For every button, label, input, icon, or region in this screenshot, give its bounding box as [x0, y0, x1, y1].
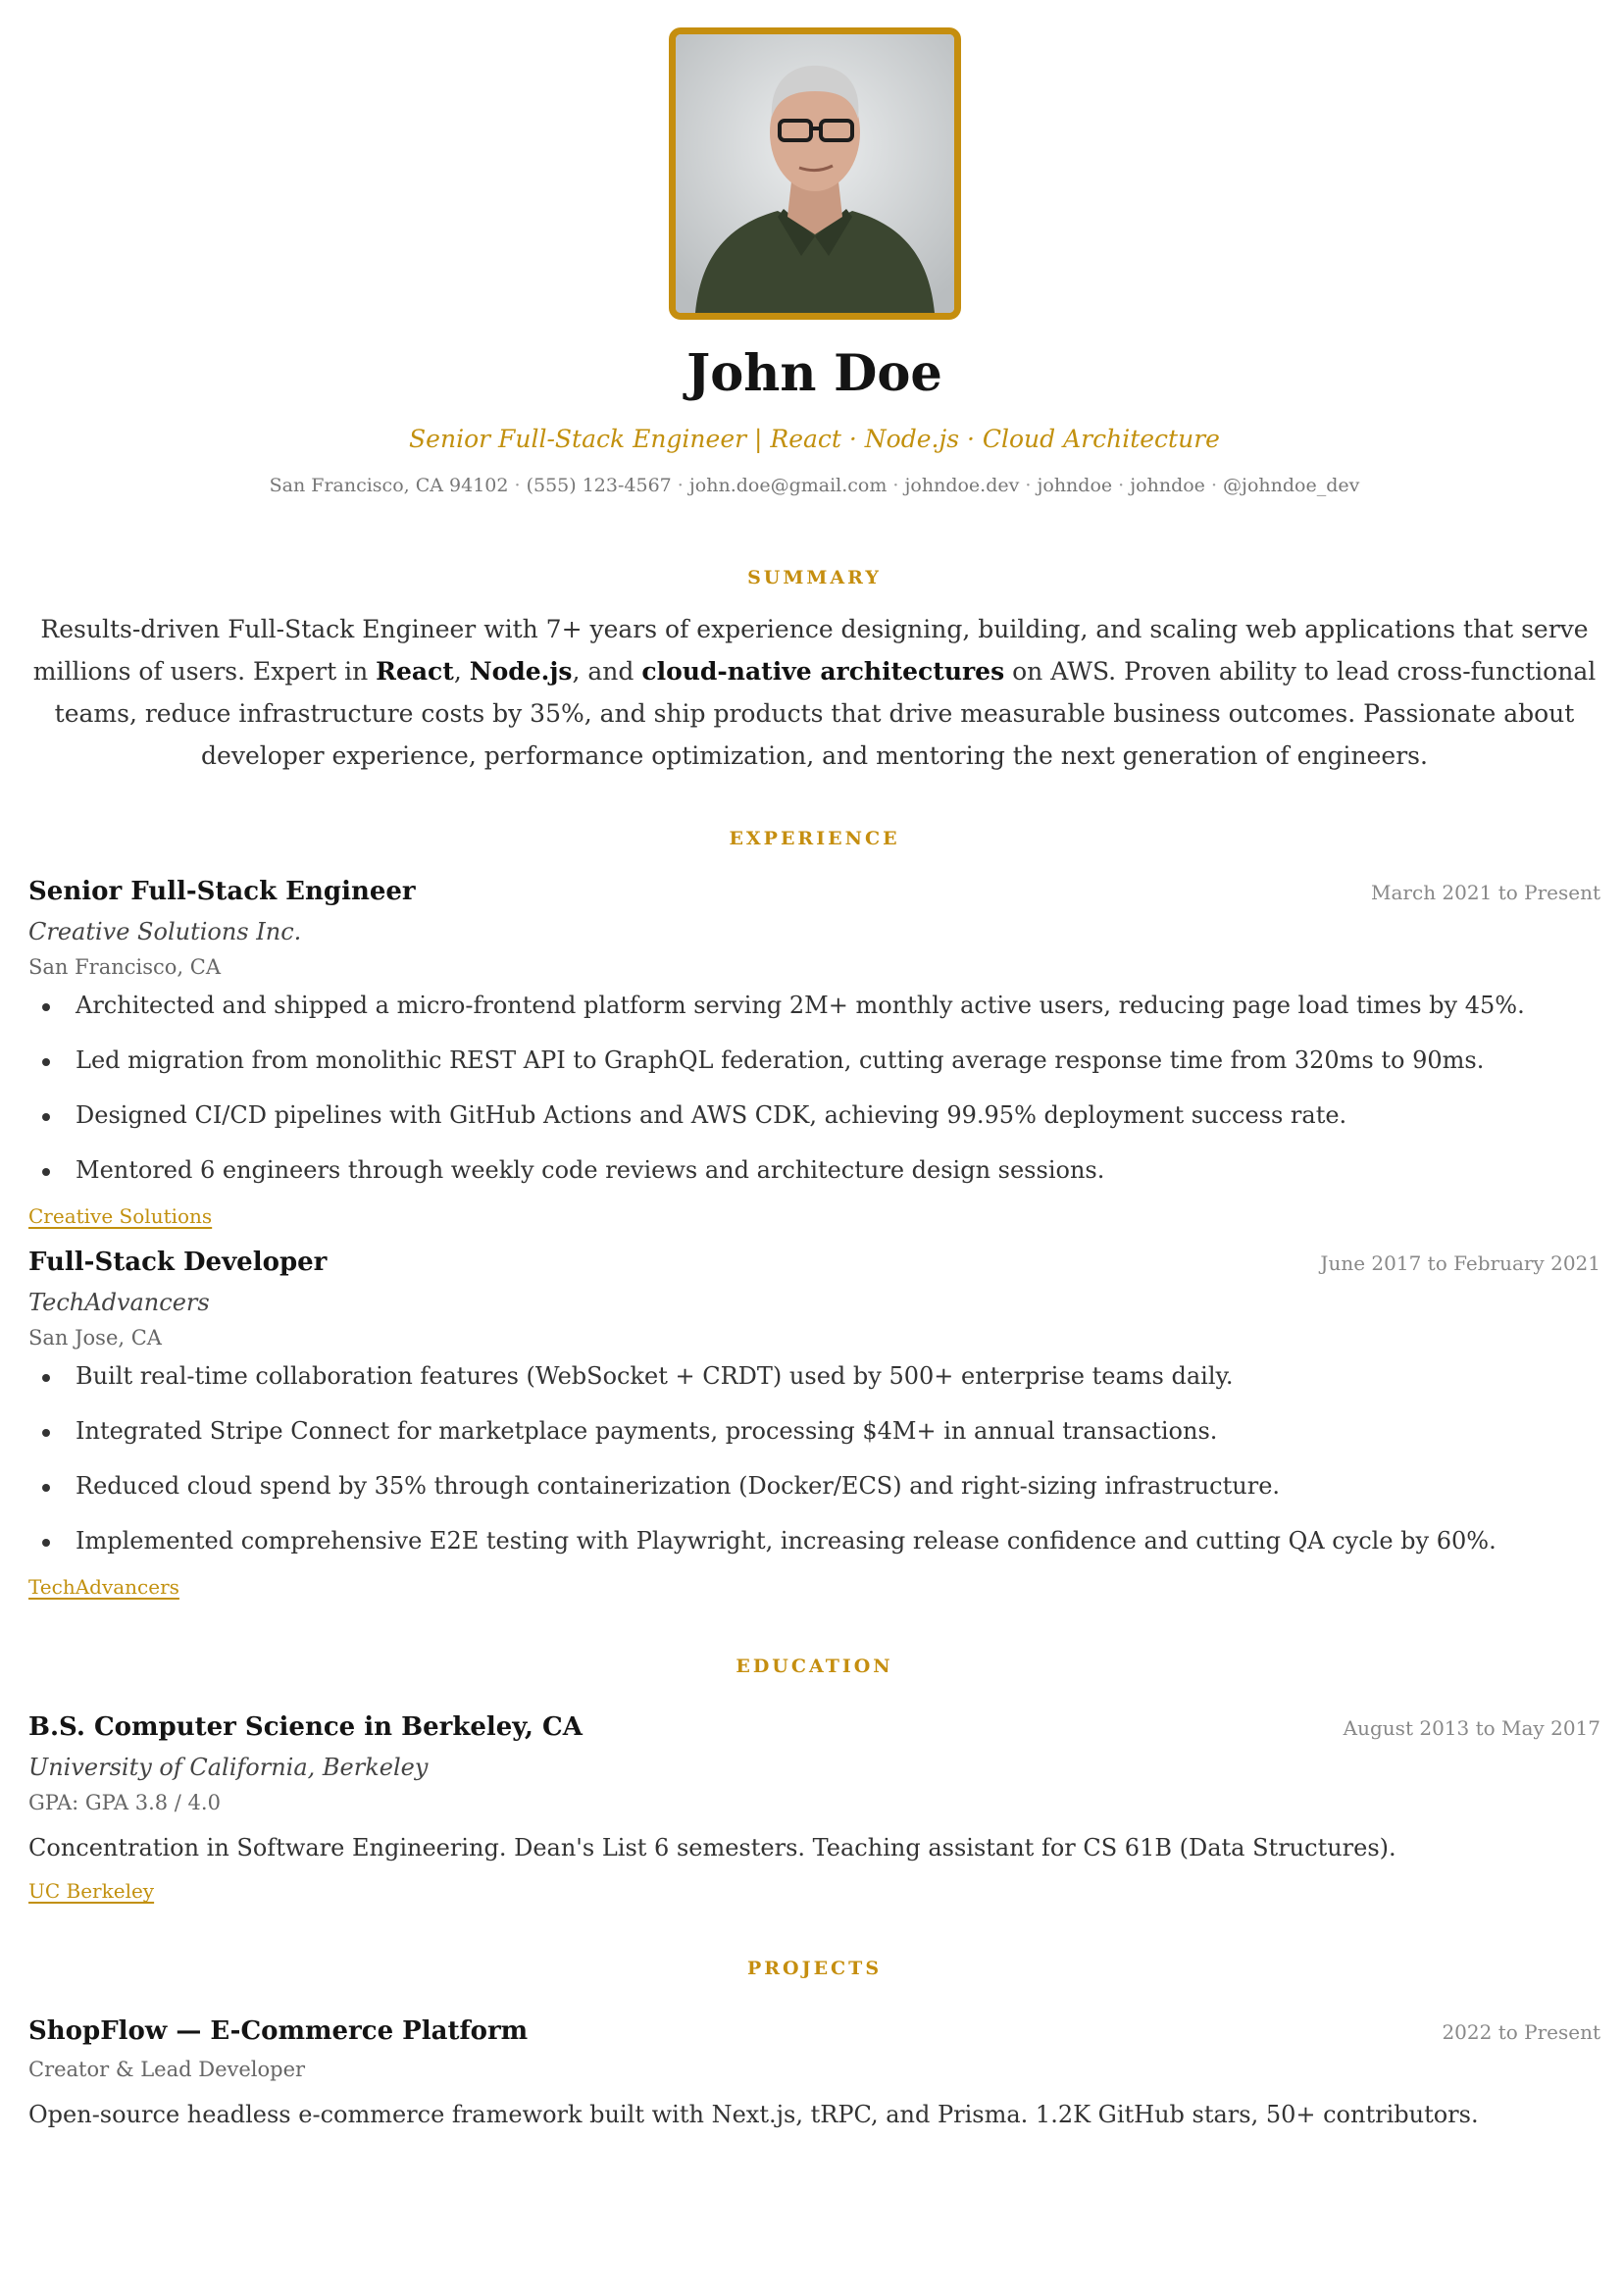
profile-photo-icon	[676, 34, 954, 313]
education-section-title: EDUCATION	[736, 1656, 893, 1678]
school-link[interactable]: UC Berkeley	[28, 1879, 155, 1904]
education-date: August 2013 to May 2017	[1343, 1716, 1600, 1741]
summary-section-title: SUMMARY	[747, 567, 882, 589]
job-title: Full-Stack Developer	[28, 1248, 328, 1278]
contact-twitter[interactable]: @johndoe_dev	[1223, 475, 1360, 497]
contact-github[interactable]: johndoe	[1037, 475, 1113, 497]
experience-section-title: EXPERIENCE	[729, 828, 900, 850]
profile-photo-wrapper	[28, 27, 1600, 320]
experience-entry	[28, 1248, 1600, 1599]
project-entry	[28, 2016, 1600, 2128]
list-item: Integrated Stripe Connect for marketplace payments, processing $4M+ in annual transactions.	[28, 1414, 1600, 1449]
contact-linkedin[interactable]: johndoe	[1130, 475, 1205, 497]
job-location: San Jose, CA	[28, 1326, 162, 1351]
company-link[interactable]: Creative Solutions	[28, 1204, 213, 1229]
education-entry	[28, 1712, 1600, 1903]
list-item: Led migration from monolithic REST API to GraphQL federation, cutting average response time from 320ms to 90ms.	[28, 1044, 1600, 1078]
education-gpa: GPA: GPA 3.8 / 4.0	[28, 1791, 221, 1815]
contact-phone: (555) 123-4567	[526, 475, 672, 497]
project-role: Creator & Lead Developer	[28, 2058, 306, 2082]
list-item: Implemented comprehensive E2E testing with Playwright, increasing release confidence and cutting QA cycle by 60%.	[28, 1524, 1600, 1558]
entry-header	[28, 877, 1600, 906]
project-date: 2022 to Present	[1442, 2020, 1600, 2045]
education-description: Concentration in Software Engineering. Dean's List 6 semesters. Teaching assistant for CS 61B (Data Structures).	[28, 1834, 1396, 1862]
summary-bold-cloud: cloud-native architectures	[641, 657, 1005, 687]
summary-bold-react: React	[376, 657, 454, 687]
summary-text	[28, 608, 1600, 777]
candidate-name: John Doe	[686, 344, 942, 403]
projects-section-title: PROJECTS	[746, 1958, 883, 1980]
contact-website[interactable]: johndoe.dev	[904, 475, 1020, 497]
entry-header	[28, 1712, 1600, 1742]
project-title: ShopFlow — E-Commerce Platform	[28, 2016, 529, 2047]
company-name: TechAdvancers	[28, 1289, 210, 1317]
summary-text-part: ,	[453, 657, 470, 687]
list-item: Mentored 6 engineers through weekly code reviews and architecture design sessions.	[28, 1153, 1600, 1188]
contact-separator: ·	[887, 475, 905, 497]
entry-header	[28, 1248, 1600, 1277]
summary-text-part: Results-driven Full-Stack Engineer with 7+ years of experience designing, building, and scaling web applications that serve millions of users. Expert in	[32, 615, 1589, 687]
project-description: Open-source headless e-commerce framework built with Next.js, tRPC, and Prisma. 1.2K GitHub stars, 50+ contributors.	[28, 2101, 1479, 2129]
contact-line	[28, 475, 1600, 496]
entry-header	[28, 2016, 1600, 2046]
contact-separator: ·	[1112, 475, 1131, 497]
company-name: Creative Solutions Inc.	[28, 918, 302, 946]
job-title: Senior Full-Stack Engineer	[28, 877, 416, 907]
job-location: San Francisco, CA	[28, 955, 222, 980]
school-name: University of California, Berkeley	[28, 1754, 429, 1782]
job-date: March 2021 to Present	[1371, 881, 1600, 905]
company-link[interactable]: TechAdvancers	[28, 1575, 179, 1600]
summary-text-part: on AWS. Proven ability to lead cross-functional teams, reduce infrastructure costs by 35%, and ship products that drive measurable business outcomes. Passionate about developer experience, performance optimization, and mentoring the next generation of engineers.	[54, 657, 1597, 771]
degree-title: B.S. Computer Science in Berkeley, CA	[28, 1712, 583, 1743]
summary-bold-nodejs: Node.js	[469, 657, 573, 687]
contact-address: San Francisco, CA 94102	[269, 475, 509, 497]
list-item: Reduced cloud spend by 35% through containerization (Docker/ECS) and right-sizing infrastructure.	[28, 1469, 1600, 1504]
job-bullets	[28, 989, 1600, 1188]
list-item: Designed CI/CD pipelines with GitHub Actions and AWS CDK, achieving 99.95% deployment success rate.	[28, 1098, 1600, 1133]
contact-email[interactable]: john.doe@gmail.com	[688, 475, 888, 497]
contact-separator: ·	[1204, 475, 1224, 497]
contact-separator: ·	[1019, 475, 1038, 497]
list-item: Architected and shipped a micro-frontend platform serving 2M+ monthly active users, reducing page load times by 45%.	[28, 989, 1600, 1023]
job-bullets	[28, 1359, 1600, 1558]
candidate-headline: Senior Full-Stack Engineer | React · Node.js · Cloud Architecture	[409, 425, 1220, 454]
list-item: Built real-time collaboration features (WebSocket + CRDT) used by 500+ enterprise teams daily.	[28, 1359, 1600, 1394]
job-date: June 2017 to February 2021	[1320, 1251, 1600, 1276]
experience-entry	[28, 877, 1600, 1228]
profile-photo	[669, 27, 961, 320]
summary-text-part: , and	[572, 657, 642, 687]
contact-separator: ·	[671, 475, 689, 497]
contact-separator: ·	[508, 475, 527, 497]
